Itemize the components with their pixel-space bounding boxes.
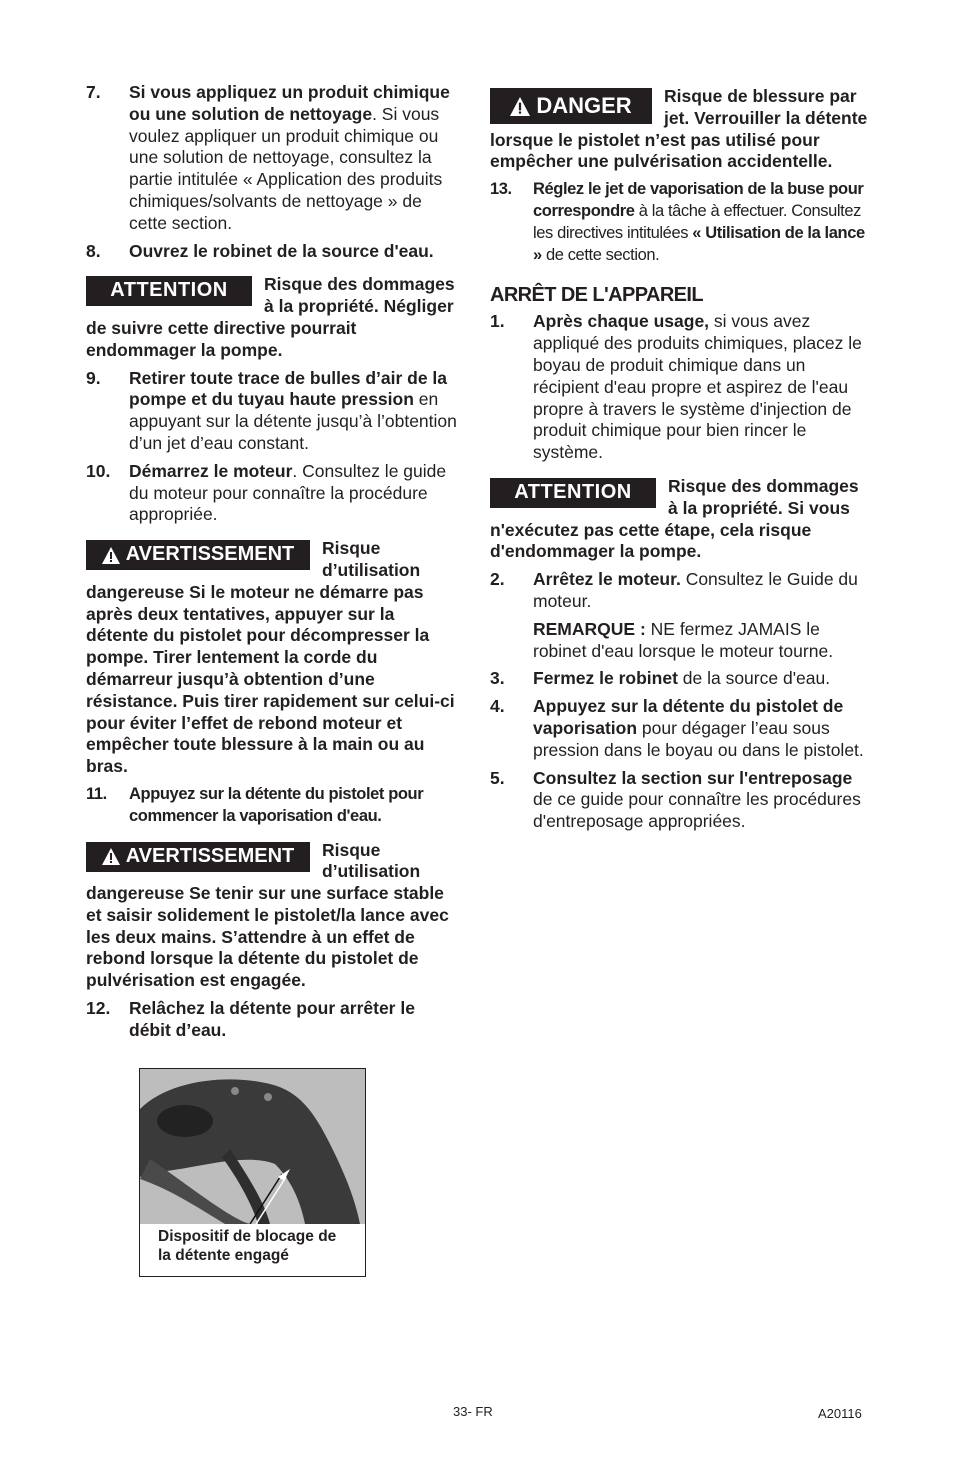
step-text-end: de cette section. <box>541 245 660 264</box>
step-number: 8. <box>86 240 101 261</box>
step-number: 12. <box>86 998 111 1019</box>
remark-label: REMARQUE : <box>533 618 646 639</box>
warning-notice-1 <box>86 538 460 778</box>
attention-badge: ATTENTION <box>86 276 252 306</box>
shutdown-step-3 <box>490 668 870 690</box>
step-7 <box>86 82 460 235</box>
step-number: 5. <box>490 767 505 788</box>
step-number: 2. <box>490 569 505 590</box>
step-10 <box>86 461 460 526</box>
step-title: Fermez le robinet <box>533 668 678 689</box>
remark-note <box>533 619 870 663</box>
warning-text: Risque d’utilisation dangereuse Se tenir sur une surface stable et saisir solidement le pistolet/la lance avec les deux mains. S’attendre à un effet de rebond lorsque la détente du pistolet de pulvérisation est engagée. <box>86 839 449 991</box>
warning-triangle-icon <box>102 547 120 564</box>
shutdown-step-1 <box>490 311 870 464</box>
warning-label: AVERTISSEMENT <box>125 543 295 566</box>
warning-triangle-icon <box>102 848 120 865</box>
danger-notice <box>490 86 870 173</box>
step-11 <box>86 784 460 828</box>
attention-notice <box>86 274 460 361</box>
warning-triangle-icon <box>510 97 530 116</box>
step-link-title: « Utilisation de la lance » <box>533 223 865 264</box>
step-13 <box>490 179 870 266</box>
step-text: en appuyant sur la détente jusqu’à l’obtention d’un jet d’eau constant. <box>129 389 457 453</box>
attention-badge: ATTENTION <box>490 478 656 508</box>
step-text: . Consultez le guide du moteur pour connaître la procédure appropriée. <box>129 460 447 525</box>
warning-notice-2 <box>86 840 460 993</box>
step-text: pour dégager l’eau sous pression dans le boyau ou dans le pistolet. <box>533 717 864 760</box>
step-title: Consultez la section sur l'entreposage <box>533 767 853 788</box>
attention-text: Risque des dommages à la propriété. Si vous n'exécutez pas cette étape, cela risque d'endommager la pompe. <box>490 475 859 562</box>
attention-text: Risque des dommages à la propriété. Négliger de suivre cette directive pourrait endommager la pompe. <box>86 274 455 360</box>
step-title: Relâchez la détente pour arrêter le débit d’eau. <box>129 998 415 1040</box>
step-title: Démarrez le moteur <box>129 460 293 481</box>
document-code: A20116 <box>818 1406 862 1421</box>
figure-caption: Dispositif de blocage de la détente engagé <box>158 1228 337 1264</box>
step-text: de ce guide pour connaître les procédures d'entreposage appropriées. <box>533 789 861 832</box>
step-title: Appuyez sur la détente du pistolet pour commencer la vaporisation d'eau. <box>129 784 424 825</box>
danger-badge <box>490 88 652 124</box>
step-12 <box>86 998 460 1042</box>
step-number: 9. <box>86 367 101 388</box>
step-number: 4. <box>490 696 505 717</box>
warning-badge <box>86 540 310 570</box>
step-number: 3. <box>490 668 505 689</box>
step-text: de la source d'eau. <box>677 668 831 689</box>
step-text: si vous avez appliqué des produits chimiques, placez le boyau de produit chimique dans un récipient d'eau propre et aspirez de l'eau propre à travers le système d'injection de produit chimique pour bien rincer le système. <box>533 311 862 463</box>
danger-text: Risque de blessure par jet. Verrouiller la détente lorsque le pistolet n’est pas utilisé pour empêcher une pulvérisation accidentelle. <box>490 86 868 172</box>
section-heading: ARRÊT DE L'APPAREIL <box>490 284 703 307</box>
warning-badge <box>86 842 310 872</box>
warning-text: Risque d’utilisation dangereuse Si le moteur ne démarre pas après deux tentatives, appuyer sur la détente du pistolet pour décompresser la pompe. Tirer lentement la corde du démarreur jusqu’à obtention d’une résistance. Puis tirer rapidement sur celui-ci pour éviter l’effet de rebond moteur et empêcher toute blessure à la main ou au bras. <box>86 538 455 777</box>
step-text: à la tâche à effectuer. Consultez les directives intitulées <box>533 201 861 242</box>
spray-gun-trigger-illustration <box>140 1069 365 1224</box>
step-8 <box>86 241 460 263</box>
shutdown-step-4 <box>490 696 870 761</box>
danger-label: DANGER <box>536 93 632 119</box>
step-title: Réglez le jet de vaporisation de la buse pour correspondre <box>533 180 864 220</box>
shutdown-step-2 <box>490 569 870 613</box>
left-column <box>86 82 460 1048</box>
step-number: 13. <box>490 180 512 199</box>
step-title: Retirer toute trace de bulles d’air de la pompe et du tuyau haute pression <box>129 367 448 410</box>
step-9 <box>86 368 460 455</box>
page-number: 33- FR <box>453 1404 493 1419</box>
step-title: Ouvrez le robinet de la source d'eau. <box>129 240 434 261</box>
step-number: 7. <box>86 82 101 102</box>
attention-notice-2 <box>490 476 870 563</box>
step-title: Si vous appliquez un produit chimique ou une solution de nettoyage <box>129 82 450 124</box>
step-number: 1. <box>490 311 505 332</box>
step-text: . Si vous voulez appliquer un produit chimique ou une solution de nettoyage, consultez la partie intitulée « Application des produits chimiques/solvants de nettoyage » de cette section. <box>129 103 443 233</box>
step-title: Appuyez sur la détente du pistolet de vaporisation <box>533 696 844 738</box>
spray-gun-figure <box>139 1068 366 1277</box>
step-text: Consultez le Guide du moteur. <box>533 569 858 611</box>
right-column <box>490 82 870 839</box>
step-number: 10. <box>86 460 111 481</box>
warning-label: AVERTISSEMENT <box>125 844 295 867</box>
step-title: Après chaque usage, <box>533 311 710 332</box>
remark-text: NE fermez JAMAIS le robinet d'eau lorsque le moteur tourne. <box>533 618 834 661</box>
step-number: 11. <box>86 784 107 803</box>
step-title: Arrêtez le moteur. <box>533 569 681 590</box>
shutdown-step-5 <box>490 768 870 833</box>
